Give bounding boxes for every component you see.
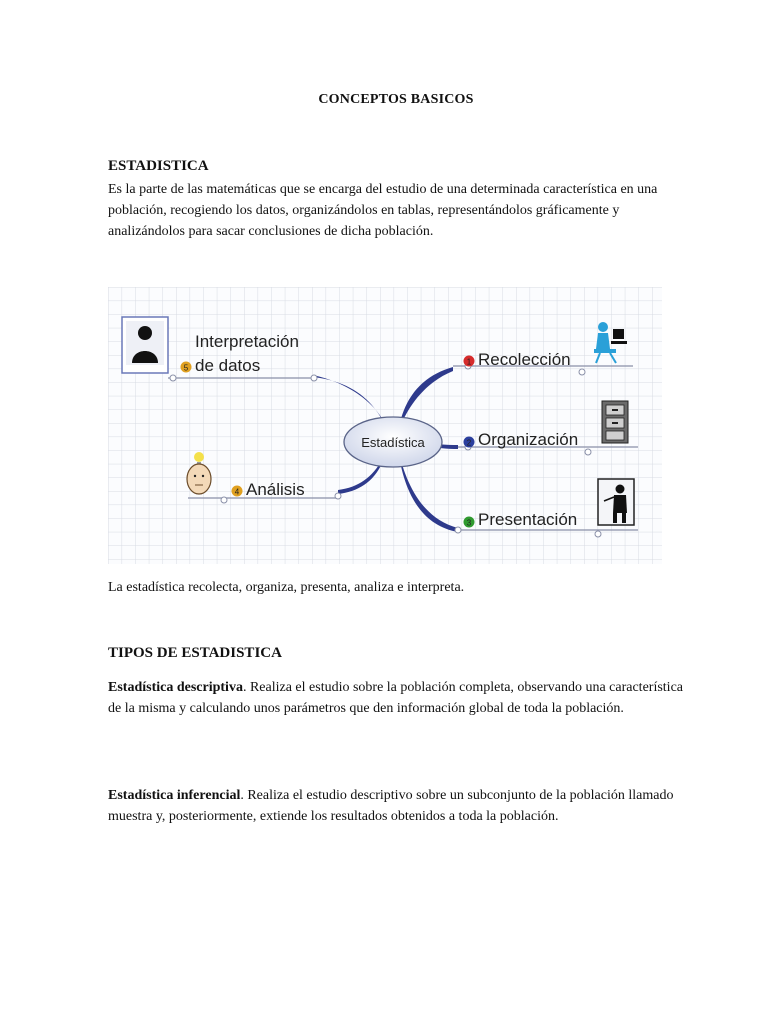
label-analisis: Análisis <box>246 480 305 499</box>
section-heading-estadistica: ESTADISTICA <box>108 158 209 174</box>
page-title: CONCEPTOS BASICOS <box>318 92 474 107</box>
label-interpretacion-line2: de datos <box>195 356 261 375</box>
term-inferencial: Estadística inferencial <box>108 788 241 803</box>
label-recoleccion: Recolección <box>478 350 571 369</box>
inferential-paragraph <box>108 785 688 827</box>
svg-text:1: 1 <box>466 357 472 367</box>
term-descriptiva: Estadística descriptiva <box>108 680 243 695</box>
label-presentacion: Presentación <box>478 510 578 529</box>
descriptive-paragraph <box>108 677 688 719</box>
descriptive-text: . Realiza el estudio sobre la población completa, observando una característica de la misma y calculando unos parámetros que den información global de toda la población. <box>108 680 683 716</box>
inferential-text: . Realiza el estudio descriptivo sobre un subconjunto de la población llamado muestra y, posteriormente, extiende los resultados obtenidos a toda la población. <box>108 788 674 824</box>
svg-text:5: 5 <box>183 363 189 373</box>
label-interpretacion-line1: Interpretación <box>195 332 299 351</box>
svg-text:4: 4 <box>234 487 240 497</box>
svg-text:3: 3 <box>466 518 472 528</box>
definition-paragraph: Es la parte de las matemáticas que se encarga del estudio de una determinada característica en una población, recogiendo los datos, organizándolos en tablas, representándolos gráficamente y analizándolos para sacar conclusiones de dicha población. <box>108 182 658 239</box>
mind-map-diagram <box>108 287 662 564</box>
presenter-board-icon <box>598 479 634 525</box>
section-heading-tipos: TIPOS DE ESTADISTICA <box>108 645 282 661</box>
center-label: Estadística <box>361 435 425 450</box>
diagram-caption: La estadística recolecta, organiza, presenta, analiza e interpreta. <box>108 580 465 595</box>
mind-map-svg <box>108 287 662 564</box>
filing-cabinet-icon <box>602 401 628 443</box>
label-organizacion: Organización <box>478 430 579 449</box>
svg-text:2: 2 <box>466 438 472 448</box>
